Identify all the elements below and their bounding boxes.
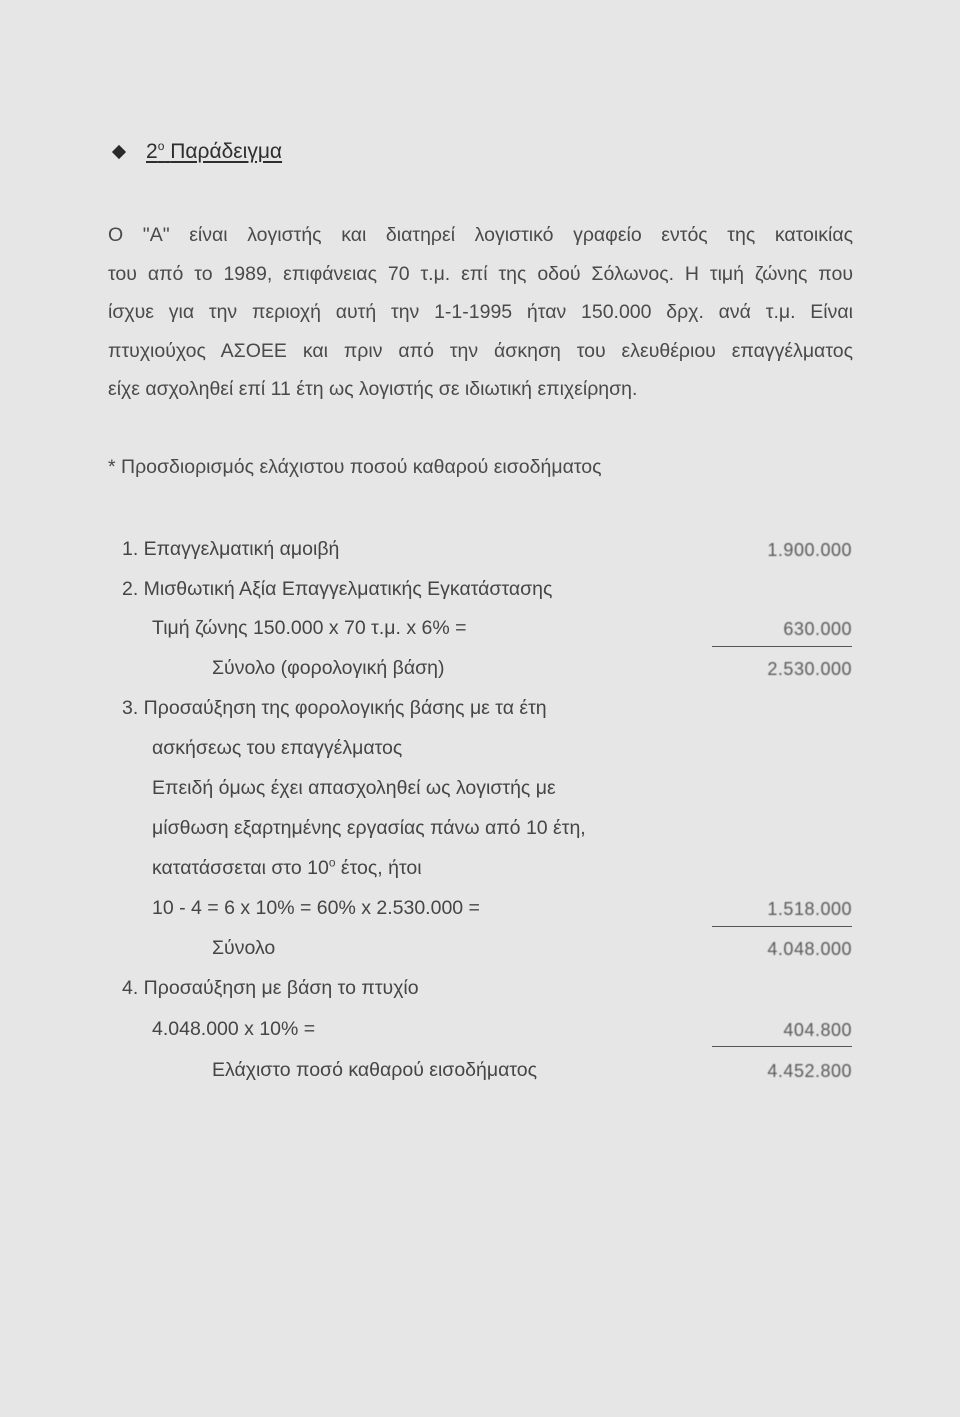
item2-calc: Τιμή ζώνης 150.000 x 70 τ.μ. x 6% =: [152, 617, 467, 639]
item1-label: 1. Επαγγελματική αμοιβή: [122, 538, 340, 560]
item1-amount: 1.900.000: [767, 540, 852, 560]
paragraph-line: πτυχιούχος ΑΣΟΕΕ και πριν από την άσκηση του ελευθέριου επαγγέλματος: [108, 339, 853, 362]
item3-note3: [152, 857, 422, 880]
item3-note3-sup: ο: [328, 855, 336, 870]
item2-label: 2. Μισθωτική Αξία Επαγγελματικής Εγκατάστασης: [122, 578, 553, 600]
paragraph-line: του από το 1989, επιφάνειας 70 τ.μ. επί της οδού Σόλωνος. Η τιμή ζώνης που: [108, 262, 853, 285]
paragraph-line: ίσχυε για την περιοχή αυτή την 1-1-1995 ήταν 150.000 δρχ. ανά τ.μ. Είναι: [108, 301, 853, 323]
item2-total-label: Σύνολο (φορολογική βάση): [212, 657, 445, 679]
item3-calc: 10 - 4 = 6 x 10% = 60% x 2.530.000 =: [152, 897, 480, 919]
intro-paragraph: [108, 216, 853, 409]
item4-total-amount: 4.452.800: [767, 1061, 852, 1081]
item3-total-label: Σύνολο: [212, 937, 276, 959]
item3-note3-post: έτος, ήτοι: [335, 857, 422, 879]
item3-calc-amount: 1.518.000: [767, 899, 852, 919]
item4-total-label: Ελάχιστο ποσό καθαρού εισοδήματος: [212, 1059, 538, 1081]
example-heading: [112, 140, 282, 164]
item3-note2: μίσθωση εξαρτημένης εργασίας πάνω από 10 έτη,: [152, 817, 586, 839]
item3-total-amount: 4.048.000: [767, 939, 852, 959]
item2-calc-amount: 630.000: [783, 619, 852, 639]
paragraph-line: Ο "Α" είναι λογιστής και διατηρεί λογιστικό γραφείο εντός της κατοικίας: [108, 224, 853, 246]
item4-label: 4. Προσαύξηση με βάση το πτυχίο: [122, 977, 419, 999]
item4-sum-rule: [712, 1046, 852, 1047]
item3-note3-pre: κατατάσσεται στο 10: [152, 857, 329, 879]
paragraph-line: είχε ασχοληθεί επί 11 έτη ως λογιστής σε ιδιωτική επιχείρηση.: [108, 378, 638, 400]
heading-title: [146, 140, 282, 164]
heading-superscript: ο: [157, 139, 165, 153]
heading-label: Παράδειγμα: [170, 140, 283, 163]
diamond-bullet-icon: [112, 145, 126, 159]
item3-label-cont: ασκήσεως του επαγγέλματος: [152, 737, 403, 759]
item3-sum-rule: [712, 926, 852, 927]
item2-total-amount: 2.530.000: [767, 659, 852, 679]
item2-sum-rule: [712, 646, 852, 647]
item4-calc-amount: 404.800: [783, 1020, 852, 1040]
heading-number: 2: [146, 140, 158, 163]
item4-calc: 4.048.000 x 10% =: [152, 1018, 316, 1040]
item3-label: 3. Προσαύξηση της φορολογικής βάσης με τα έτη: [122, 697, 547, 719]
item3-note1: Επειδή όμως έχει απασχοληθεί ως λογιστής με: [152, 777, 556, 799]
calculation-subheading: * Προσδιορισμός ελάχιστου ποσού καθαρού εισοδήματος: [108, 456, 602, 478]
